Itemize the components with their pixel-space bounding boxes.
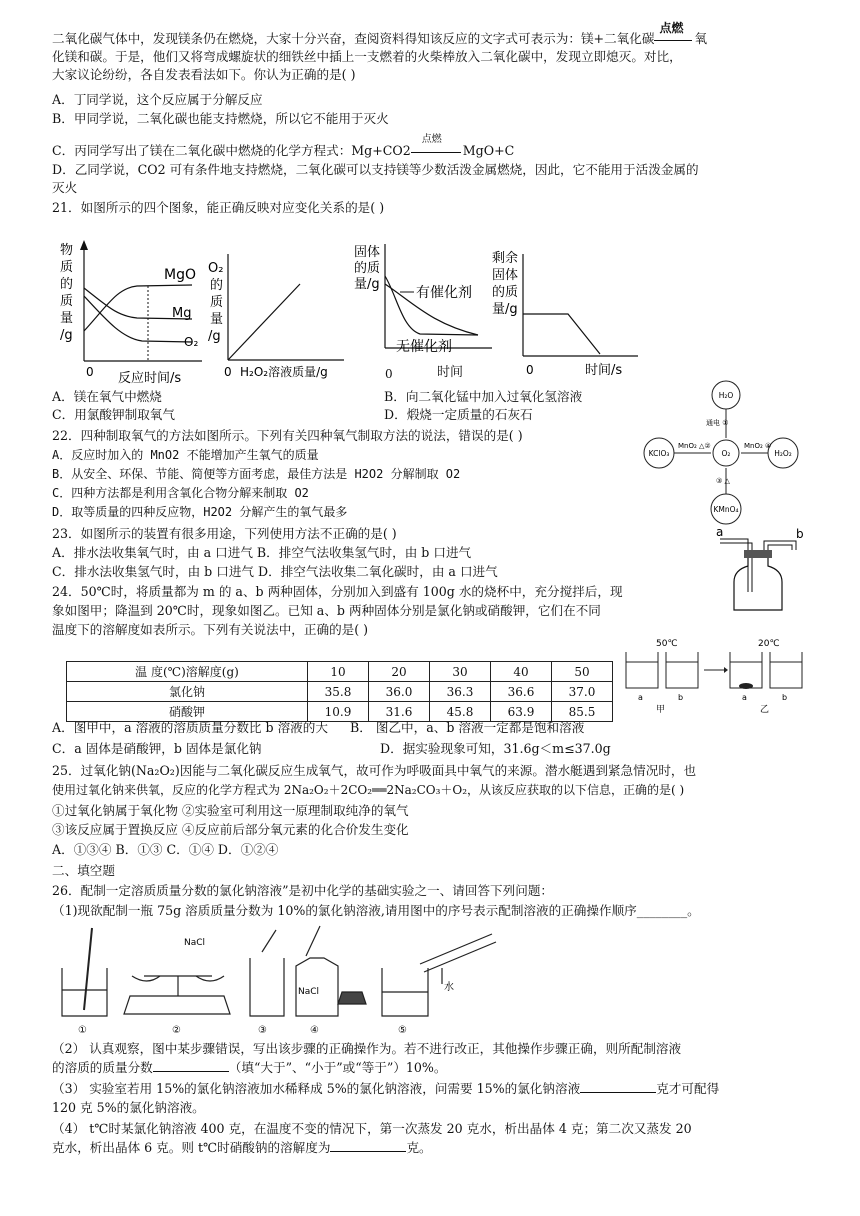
q22-cond-top: 通电 ① [706,419,729,427]
q24-fig-a2: a [742,693,747,702]
q26-fig-n2: ② [172,1025,181,1036]
q22-cond-right: MnO₂ ④ [744,442,772,450]
q24-fig-yi: 乙 [760,705,770,715]
q22-label-kclo3: KClO₃ [648,449,670,458]
q26-fig-n4: ④ [310,1025,319,1036]
q24-fig-jia: 甲 [656,705,666,715]
table-cell: 硝酸钾 [67,702,308,722]
q22-option-b[interactable]: B．从安全、环保、节能、简便等方面考虑，最佳方法是 H2O2 分解制取 O2 [52,467,461,481]
q21-g3-series-catalyst: 有催化剂 [416,285,472,301]
q22-diagram [640,378,800,528]
q20-option-d-line1[interactable]: D．乙同学说，CO2 可有条件地支持燃烧，二氧化碳可以支持镁等少数活泼金属燃烧，因此，它不能用于活泼金属的 [52,162,699,177]
q24-beaker-3 [730,652,762,688]
q21-graph1 [52,236,202,386]
q20-line1-text: 二氧化碳气体中，发现镁条仍在燃烧，大家十分兴奋，查阅资料得知该反应的文字式可表示为：镁+二氧化碳 [52,31,655,46]
q24-option-a[interactable]: A．图甲中，a 溶液的溶质质量分数比 b 溶液的大 [52,720,328,735]
q21-g1-ylabel-2: 的 [60,277,74,292]
q21-g2-ylabel-4: /g [208,329,221,344]
table-cell: 35.8 [308,682,369,702]
q22-option-d[interactable]: D．取等质量的四种反应物，H2O2 分解产生的氧气最多 [52,505,348,519]
table-cell: 10.9 [308,702,369,722]
table-cell: 氯化钠 [67,682,308,702]
q24-option-c[interactable]: C．a 固体是硝酸钾，b 固体是氯化钠 [52,741,262,756]
q26-scoop [306,926,320,956]
q21-g2-xlabel: H₂O₂溶液质量/g [240,365,328,379]
q21-g1-series-mg: Mg [172,306,192,321]
q23-label-a: a [716,525,724,539]
q23-bottle [734,558,782,610]
q24-solubility-table [66,661,613,722]
q26-spoon [262,930,276,952]
q24-line3: 温度下的溶解度如表所示。下列有关说法中，正确的是( ) [52,622,369,637]
table-header-cell: 50 [552,662,613,682]
q26-fig-n5: ⑤ [398,1025,407,1036]
q21-g2-ylabel-1: 的 [210,278,224,293]
q24-fig-temp-20: 20℃ [758,639,780,649]
q26-part3-line1 [52,1080,719,1098]
q22-cond-bottom: ③ △ [716,477,730,485]
q24-fig-a1: a [638,693,643,702]
q26-part2-text: 的溶质的质量分数 [52,1060,153,1075]
q21-g2-ylabel-2: 质 [210,295,224,310]
section-title: 二、填空题 [52,863,115,878]
q21-graph4 [490,246,640,386]
q21-stem: 21．如图所示的四个图象，能正确反映对应变化关系的是( ) [52,200,385,215]
q21-g4-ylabel-2: 的质 [492,285,519,300]
table-header-cell: 40 [491,662,552,682]
q26-glass-rod [84,928,92,1010]
q24-line2: 象如图甲；降温到 20℃时，现象如图乙。已知 a、b 两种固体分别是氯化钠或硝酸钾，它们在不同 [52,603,601,618]
q21-g2-ylabel-0: O₂ [208,261,224,276]
q21-g2-ylabel-3: 量 [210,312,224,327]
q26-part2-line2 [52,1059,447,1077]
q20-arrow-label: 点燃 [659,20,684,35]
table-cell: 85.5 [552,702,613,722]
q24-fig-b2: b [782,693,788,702]
q21-g4-origin: 0 [526,363,534,377]
q21-option-d[interactable]: D．煅烧一定质量的石灰石 [384,407,533,422]
q26-part4-text: 克水，析出晶体 6 克。则 t℃时硝酸钠的溶解度为 [52,1140,331,1155]
q26-fig-n1: ① [78,1025,87,1036]
q21-option-b[interactable]: B．向二氧化锰中加入过氧化氢溶液 [384,389,583,404]
q20-option-a[interactable]: A．丁同学说，这个反应属于分解反应 [52,92,263,107]
table-header-cell: 10 [308,662,369,682]
q24-beaker-4 [770,652,802,688]
q20-option-c-arrow-label: 点燃 [421,133,442,145]
q20-option-c-arrow [411,133,463,158]
q23-tube-a [720,539,752,592]
table-cell: 36.6 [491,682,552,702]
q24-fig-arrowhead [724,667,728,673]
q22-option-a[interactable]: A．反应时加入的 MnO2 不能增加产生氧气的质量 [52,448,319,462]
q22-stem: 22．四种制取氧气的方法如图所示。下列有关四种氧气制取方法的说法，错误的是( ) [52,428,523,443]
q21-g3-ylabel-1: 的质 [354,261,381,276]
q21-g1-series-mgo: MgO [164,267,196,283]
table-cell: 36.0 [369,682,430,702]
q21-g1-origin: 0 [86,365,94,379]
q25-statement1: ①过氧化钠属于氧化物 ②实验室可利用这一原理制取纯净的氧气 [52,803,409,818]
q23-gas-bottle [708,522,808,614]
q21-g4-ylabel-0: 剩余 [492,251,519,266]
q22-label-kmno4: KMnO₄ [713,505,739,514]
table-cell: 63.9 [491,702,552,722]
q21-graph3 [352,236,498,360]
q26-fig-nacl: NaCl [184,938,206,948]
q26-part3-tail: 克才可配得 [656,1081,720,1096]
q20-line3: 大家议论纷纷，各自发表看法如下。你认为正确的是( ) [52,67,356,82]
q26-part1[interactable]: （1)现欲配制一瓶 75g 溶质质量分数为 10%的氯化钠溶液,请用图中的序号表示配制溶液的正确操作顺序________。 [52,903,700,918]
q26-part2-tail: （填“大于”、“小于”或“等于”）10%。 [228,1060,447,1075]
q26-stopper [338,992,366,1004]
q26-fig-nacl-label: NaCl [298,987,320,997]
q26-part4-line1: （4） t℃时某氯化钠溶液 400 克，在温度不变的情况下，第一次蒸发 20 克水，析出晶体 4 克；第二次又蒸发 20 [52,1121,692,1136]
table-header-cell: 温 度(℃)溶解度(g) [67,662,308,682]
q21-g1-ylabel-4: 量 [60,311,74,326]
q20-option-d-line2: 灭火 [52,180,78,195]
q24-beaker-1 [626,652,658,688]
q23-stopper [744,550,772,558]
table-cell: 36.3 [430,682,491,702]
q24-beaker-figure [620,636,820,716]
q21-g1-ylabel-3: 质 [60,294,74,309]
q26-part2-line1: （2） 认真观察，图中某步骤错误，写出该步骤的正确操作为。若不进行改正，其他操作步骤正确，则所配制溶液 [52,1041,682,1056]
q26-part4-tail: 克。 [406,1140,432,1155]
q22-label-h2o2: H₂O₂ [774,449,792,458]
q25-line1: 25．过氧化钠(Na₂O₂)因能与二氧化碳反应生成氧气，故可作为呼吸面具中氧气的来源。潜水艇遇到紧急情况时，也 [52,763,697,778]
q24-option-d[interactable]: D．据实验现象可知，31.6g＜m≤37.0g [380,741,611,756]
q26-fig-water: 水 [444,982,454,993]
table-header-cell: 20 [369,662,430,682]
q21-g2-line [228,284,300,360]
table-row [67,682,613,702]
q26-balance-pan-left [132,976,160,981]
q26-part3-text: （3） 实验室若用 15%的氯化钠溶液加水稀释成 5%的氯化钠溶液，问需要 15%的氯化钠溶液 [52,1081,581,1096]
q20-line1 [52,20,708,48]
q22-option-c[interactable]: C．四种方法都是利用含氧化合物分解来制取 O2 [52,486,309,500]
q20-reaction-arrow [654,20,694,47]
q20-option-c-post: MgO+C [462,143,515,158]
q26-balance-base [124,996,230,1014]
table-cell: 31.6 [369,702,430,722]
q23-stem: 23．如图所示的装置有很多用途，下列使用方法不正确的是( ) [52,526,397,541]
q21-g1-yarrow [80,240,88,250]
q26-balance-pan-right [196,976,224,981]
q21-g3-xlabel: 时间 [437,365,464,380]
q21-g1-series-o2: O₂ [184,335,199,349]
q20-line1-tail: 氧 [694,31,708,46]
q26-operations-figure [52,918,572,1038]
q22-label-h2o: H₂O [718,391,734,400]
q20-option-b[interactable]: B．甲同学说，二氧化碳也能支持燃烧，所以它不能用于灭火 [52,111,389,126]
q26-part3-line2: 120 克 5%的氯化钠溶液。 [52,1100,205,1115]
q26-part4-blank[interactable] [330,1139,406,1152]
q23-label-b: b [796,527,804,541]
q21-option-a[interactable]: A．镁在氧气中燃烧 [52,389,162,404]
q21-g3-ylabel-2: 量/g [354,277,380,292]
q24-beaker-2 [666,652,698,688]
q21-g2-origin: 0 [224,365,232,379]
q24-crystal [739,683,753,689]
q26-cylinder-top [420,934,492,964]
table-cell: 37.0 [552,682,613,702]
q21-g4-line [523,314,600,354]
q21-g1-xlabel: 反应时间/s [118,371,182,386]
q26-part4-line2 [52,1139,432,1157]
q26-part3-blank[interactable] [580,1080,656,1093]
q21-g4-xlabel: 时间/s [585,363,623,378]
q22-label-o2: O₂ [721,449,731,458]
q25-statement2: ③该反应属于置换反应 ④反应前后部分氧元素的化合价发生变化 [52,822,409,837]
table-row [67,662,613,682]
q22-cond-left: MnO₂ △② [678,442,711,450]
q21-g3-series-nocatalyst: 无催化剂 [396,339,452,355]
q21-g3-ylabel-0: 固体 [354,245,381,260]
q26-fig-n3: ③ [258,1025,267,1036]
table-cell: 45.8 [430,702,491,722]
q23-options-line2[interactable]: C．排水法收集氢气时，由 b 口进气 D．排空气法收集二氧化碳时，由 a 口进气 [52,564,498,579]
table-header-cell: 30 [430,662,491,682]
q24-fig-b1: b [678,693,684,702]
q21-g4-ylabel-1: 固体 [492,268,519,283]
q25-line2: 使用过氧化钠来供氧，反应的化学方程式为 2Na₂O₂＋2CO₂══2Na₂CO₃＋O₂，从该反应获取的以下信息，正确的是( ) [52,783,685,797]
q21-graph2 [204,236,350,386]
q20-line2: 化镁和碳。于是，他们又将弯成螺旋状的细铁丝中插上一支燃着的火柴棒放入二氧化碳中，发现立即熄灭。对比， [52,49,682,64]
q26-beaker-3 [250,958,284,1016]
q20-option-c-pre: C．丙同学写出了镁在二氧化碳中燃烧的化学方程式：Mg+CO2 [52,143,411,158]
q24-option-b[interactable]: B． 图乙中，a、b 溶液一定都是饱和溶液 [350,720,585,735]
q20-option-c[interactable] [52,133,515,160]
q24-fig-temp-50: 50℃ [656,639,678,649]
q21-g1-ylabel-0: 物 [60,243,74,258]
q26-part2-blank[interactable] [153,1059,229,1072]
q21-option-c[interactable]: C．用氯酸钾制取氧气 [52,407,175,422]
q21-g1-ylabel-5: /g [60,328,73,343]
q21-g1-ylabel-1: 质 [60,260,74,275]
q21-g3-origin: 0 [385,367,393,381]
q23-options-line1[interactable]: A．排水法收集氧气时，由 a 口进气 B．排空气法收集氢气时，由 b 口进气 [52,545,472,560]
q21-g4-ylabel-3: 量/g [492,302,518,317]
q26-cylinder-bottom [424,942,496,972]
q25-options[interactable]: A．①③④ B．①③ C．①④ D．①②④ [52,842,279,857]
q24-line1: 24．50℃时，将质量都为 m 的 a、b 两种固体，分别加入到盛有 100g 水的烧杯中，充分搅拌后，现 [52,584,623,599]
q26-stem: 26．配制一定溶质质量分数的氯化钠溶液”是初中化学的基础实验之一、请回答下列问题： [52,883,554,898]
